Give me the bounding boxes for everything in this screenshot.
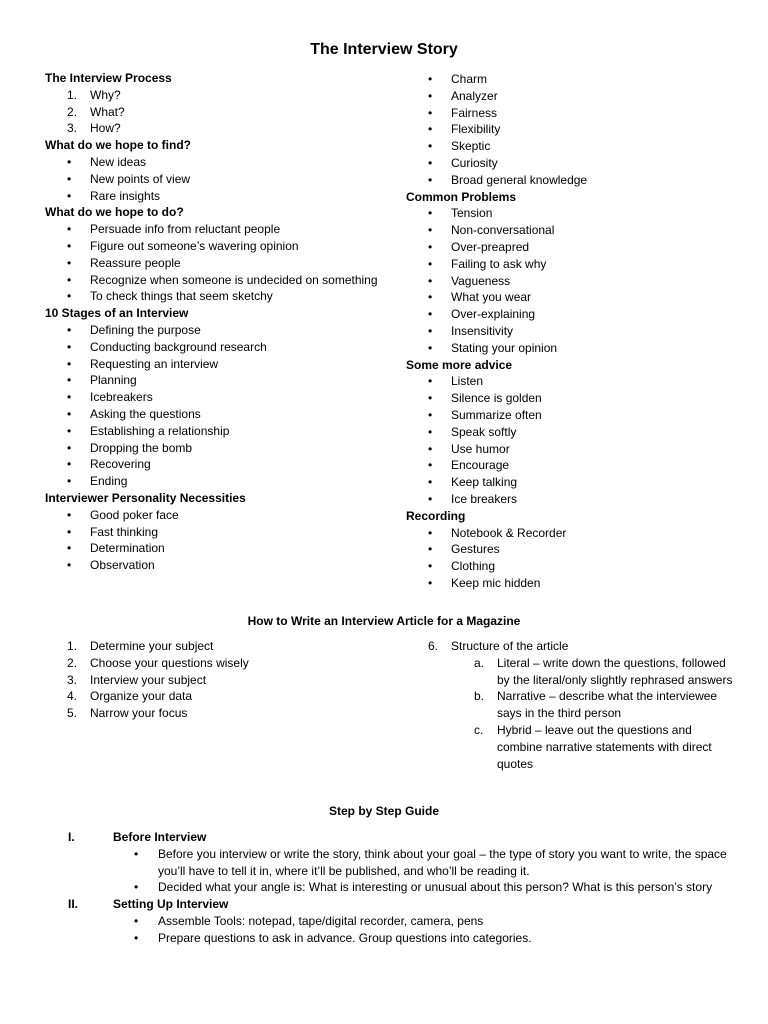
magazine-structure-list — [406, 638, 736, 772]
bullet-icon: • — [67, 524, 72, 539]
left-column — [45, 70, 395, 574]
list-item — [45, 557, 395, 574]
list-item — [45, 272, 395, 289]
bullet-icon: • — [67, 474, 72, 489]
list-item — [45, 688, 385, 705]
bullet-icon: • — [428, 559, 433, 574]
bullet-icon: • — [67, 457, 72, 472]
list-item-text: Non-conversational — [451, 223, 555, 238]
list-item — [406, 407, 756, 424]
list-item — [406, 424, 756, 441]
list-item-text: Assemble Tools: notepad, tape/digital recorder, camera, pens — [158, 913, 484, 928]
bullet-icon: • — [428, 223, 433, 238]
list-item — [50, 930, 740, 947]
list-item — [45, 188, 395, 205]
bullet-icon: • — [428, 525, 433, 540]
bullet-icon: • — [428, 290, 433, 305]
bullet-icon: • — [67, 558, 72, 573]
list-item — [45, 322, 395, 339]
list-item — [406, 105, 756, 122]
section-heading: What do we hope to do? — [45, 205, 184, 220]
list-item-text: Stating your opinion — [451, 340, 558, 355]
sub-list-item — [406, 722, 736, 772]
bullet-icon: • — [428, 424, 433, 439]
list-item-text: Silence is golden — [451, 391, 542, 406]
list-item — [406, 172, 756, 189]
list-item-text: Over-preapred — [451, 239, 530, 254]
list-item-text: Recovering — [90, 457, 151, 472]
list-item-text: Before you interview or write the story, think about your goal – the type of story you want to write, the space you’ll have to tell it in, where it’ll be published, and who’ll be reading it. — [158, 846, 727, 878]
list-item — [406, 88, 756, 105]
bullet-icon: • — [67, 373, 72, 388]
list-item-text: Notebook & Recorder — [451, 525, 567, 540]
list-item — [406, 340, 756, 357]
bullet-icon: • — [67, 440, 72, 455]
list-item-text: How? — [90, 121, 121, 136]
list-item — [45, 87, 395, 104]
list-number: 3. — [67, 672, 78, 687]
sub-list-text: Narrative – describe what the interviewee says in the third person — [497, 689, 718, 721]
list-number: 2. — [67, 104, 78, 119]
bullet-icon: • — [428, 206, 433, 221]
list-item — [45, 524, 395, 541]
bullet-icon: • — [67, 222, 72, 237]
bullet-icon: • — [67, 188, 72, 203]
section-heading: Common Problems — [406, 189, 517, 204]
guide-title: Step by Step Guide — [328, 804, 439, 818]
list-item — [406, 155, 756, 172]
list-item-text: Over-explaining — [451, 307, 536, 322]
list-item-text: New points of view — [90, 171, 191, 186]
bullet-icon: • — [67, 171, 72, 186]
list-item-text: Figure out someone’s wavering opinion — [90, 238, 299, 253]
bullet-icon: • — [428, 340, 433, 355]
bullet-icon: • — [67, 541, 72, 556]
list-item — [45, 672, 385, 689]
list-item-text: Organize your data — [90, 689, 193, 704]
step-heading — [50, 829, 740, 846]
bullet-icon: • — [428, 139, 433, 154]
bullet-icon: • — [428, 307, 433, 322]
list-item — [50, 879, 740, 896]
sub-list-letter: c. — [474, 722, 484, 737]
list-item-text: Determine your subject — [90, 639, 214, 653]
list-item — [406, 474, 756, 491]
list-number: 4. — [67, 689, 78, 704]
bullet-icon: • — [67, 154, 72, 169]
bullet-icon: • — [428, 122, 433, 137]
list-number: 5. — [67, 706, 78, 721]
bullet-icon: • — [428, 88, 433, 103]
list-item — [45, 507, 395, 524]
list-item-text: Keep talking — [451, 475, 518, 490]
list-item — [406, 373, 756, 390]
list-item — [45, 638, 385, 655]
bullet-icon: • — [428, 374, 433, 389]
list-item — [406, 256, 756, 273]
right-column — [406, 71, 756, 592]
bullet-icon: • — [428, 105, 433, 120]
list-item — [45, 540, 395, 557]
list-item-text: Good poker face — [90, 507, 179, 522]
section-heading: Some more advice — [406, 357, 513, 372]
section-heading: Interviewer Personality Necessities — [45, 490, 246, 505]
bullet-icon: • — [134, 913, 139, 928]
bullet-icon: • — [428, 239, 433, 254]
list-item — [45, 655, 385, 672]
bullet-icon: • — [428, 491, 433, 506]
list-item — [45, 406, 395, 423]
list-item-text: Skeptic — [451, 139, 491, 154]
list-item-text: Summarize often — [451, 407, 542, 422]
bullet-icon: • — [67, 406, 72, 421]
list-item-text: Defining the purpose — [90, 322, 201, 337]
step-heading-text: Before Interview — [113, 830, 207, 844]
list-item — [45, 356, 395, 373]
list-item-text: Icebreakers — [90, 390, 153, 405]
list-number: 1. — [67, 639, 78, 653]
list-item-text: Failing to ask why — [451, 256, 547, 271]
list-item-text: Listen — [451, 374, 484, 389]
bullet-icon: • — [428, 458, 433, 473]
list-item-text: Use humor — [451, 441, 510, 456]
list-item — [50, 913, 740, 930]
sub-list-text: Literal – write down the questions, followed by the literal/only slightly rephrased answers — [497, 655, 733, 687]
list-item-text: Fairness — [451, 105, 498, 120]
list-item-text: Persuade info from reluctant people — [90, 222, 281, 237]
list-item — [406, 575, 756, 592]
list-item — [406, 273, 756, 290]
list-item-text: Insensitivity — [451, 323, 514, 338]
bullet-icon: • — [67, 238, 72, 253]
bullet-icon: • — [428, 72, 433, 86]
step-heading-text: Setting Up Interview — [113, 897, 229, 912]
list-item-text: To check things that seem sketchy — [90, 289, 273, 304]
list-item — [406, 289, 756, 306]
list-item — [406, 558, 756, 575]
step-heading — [50, 896, 740, 913]
list-item — [406, 239, 756, 256]
magazine-steps-list — [45, 638, 385, 722]
list-item-text: Prepare questions to ask in advance. Group questions into categories. — [158, 930, 532, 945]
list-item-text: What? — [90, 104, 125, 119]
sub-list-letter: b. — [474, 689, 485, 704]
bullet-icon: • — [67, 339, 72, 354]
list-item — [45, 154, 395, 171]
bullet-icon: • — [428, 273, 433, 288]
bullet-icon: • — [67, 289, 72, 304]
bullet-icon: • — [67, 255, 72, 270]
list-number: 1. — [67, 87, 78, 102]
list-item — [406, 525, 756, 542]
bullet-icon: • — [134, 930, 139, 945]
list-item — [406, 441, 756, 458]
list-number: 6. — [428, 639, 439, 653]
sub-list-text: Hybrid – leave out the questions and combine narrative statements with direct quotes — [497, 722, 712, 771]
magazine-section-title: How to Write an Interview Article for a Magazine — [247, 614, 521, 628]
bullet-icon: • — [67, 272, 72, 287]
list-item-text: Decided what your angle is: What is interesting or unusual about this person? What is this person’s story — [158, 880, 713, 895]
list-item — [45, 255, 395, 272]
list-item — [406, 71, 756, 88]
list-item — [45, 120, 395, 137]
sub-list-item — [406, 655, 736, 689]
list-item-text: Ice breakers — [451, 491, 518, 506]
list-item — [45, 372, 395, 389]
list-item-text: Fast thinking — [90, 524, 159, 539]
list-item-text: Ending — [90, 474, 128, 489]
list-item-text: Charm — [451, 72, 488, 86]
list-item-text: Determination — [90, 541, 165, 556]
list-item — [45, 238, 395, 255]
list-item — [406, 222, 756, 239]
sub-list-item — [406, 688, 736, 722]
list-item — [406, 390, 756, 407]
list-number: 3. — [67, 121, 78, 136]
bullet-icon: • — [67, 322, 72, 337]
list-item — [45, 339, 395, 356]
list-item — [50, 846, 740, 880]
bullet-icon: • — [428, 155, 433, 170]
list-item-text: Keep mic hidden — [451, 575, 541, 590]
section-heading: Recording — [406, 508, 466, 523]
bullet-icon: • — [428, 256, 433, 271]
guide-steps — [50, 829, 740, 947]
list-item — [406, 457, 756, 474]
bullet-icon: • — [428, 172, 433, 187]
list-number: 2. — [67, 655, 78, 670]
list-item-text: Broad general knowledge — [451, 172, 588, 187]
list-item-text: Interview your subject — [90, 672, 207, 687]
list-item-text: Observation — [90, 558, 155, 573]
bullet-icon: • — [67, 390, 72, 405]
list-item-text: Rare insights — [90, 188, 161, 203]
bullet-icon: • — [134, 846, 139, 861]
list-item — [45, 456, 395, 473]
bullet-icon: • — [428, 475, 433, 490]
list-item-text: Conducting background research — [90, 339, 267, 354]
list-item — [406, 306, 756, 323]
page-title: The Interview Story — [310, 41, 458, 58]
section-heading: What do we hope to find? — [45, 138, 191, 153]
list-item — [45, 221, 395, 238]
list-item-text: Structure of the article — [451, 639, 569, 653]
list-item — [45, 288, 395, 305]
bullet-icon: • — [428, 391, 433, 406]
bullet-icon: • — [67, 423, 72, 438]
list-item — [45, 440, 395, 457]
list-item — [45, 171, 395, 188]
list-item-text: What you wear — [451, 290, 532, 305]
list-item — [406, 491, 756, 508]
list-item-text: Reassure people — [90, 255, 181, 270]
bullet-icon: • — [67, 507, 72, 522]
list-item-text: Analyzer — [451, 88, 498, 103]
section-heading: The Interview Process — [45, 71, 172, 85]
bullet-icon: • — [428, 407, 433, 422]
list-item-text: Encourage — [451, 458, 510, 473]
list-item — [406, 121, 756, 138]
list-item — [406, 138, 756, 155]
list-item-text: Choose your questions wisely — [90, 655, 249, 670]
list-item-text: Why? — [90, 87, 121, 102]
list-item-text: Dropping the bomb — [90, 440, 193, 455]
list-item-text: Tension — [451, 206, 493, 221]
list-item — [406, 638, 736, 655]
list-item — [45, 423, 395, 440]
list-item-text: Planning — [90, 373, 137, 388]
list-item-text: Curiosity — [451, 155, 498, 170]
list-item — [45, 705, 385, 722]
list-item-text: Speak softly — [451, 424, 517, 439]
bullet-icon: • — [428, 575, 433, 590]
list-item — [406, 205, 756, 222]
list-item-text: Asking the questions — [90, 406, 201, 421]
list-item-text: Gestures — [451, 542, 500, 557]
section-heading: 10 Stages of an Interview — [45, 306, 189, 321]
bullet-icon: • — [428, 441, 433, 456]
list-item — [406, 323, 756, 340]
list-item-text: Requesting an interview — [90, 356, 219, 371]
bullet-icon: • — [428, 323, 433, 338]
list-item — [45, 473, 395, 490]
list-item — [45, 104, 395, 121]
step-roman-numeral: II. — [68, 897, 79, 912]
list-item-text: Recognize when someone is undecided on something — [90, 272, 378, 287]
list-item-text: Clothing — [451, 559, 496, 574]
list-item — [45, 389, 395, 406]
list-item — [406, 541, 756, 558]
bullet-icon: • — [67, 356, 72, 371]
bullet-icon: • — [134, 880, 139, 895]
list-item-text: Establishing a relationship — [90, 423, 230, 438]
step-roman-numeral: I. — [68, 830, 75, 844]
list-item-text: Narrow your focus — [90, 706, 188, 721]
list-item-text: Vagueness — [451, 273, 511, 288]
list-item-text: New ideas — [90, 154, 147, 169]
sub-list-letter: a. — [474, 655, 485, 670]
bullet-icon: • — [428, 542, 433, 557]
list-item-text: Flexibility — [451, 122, 501, 137]
